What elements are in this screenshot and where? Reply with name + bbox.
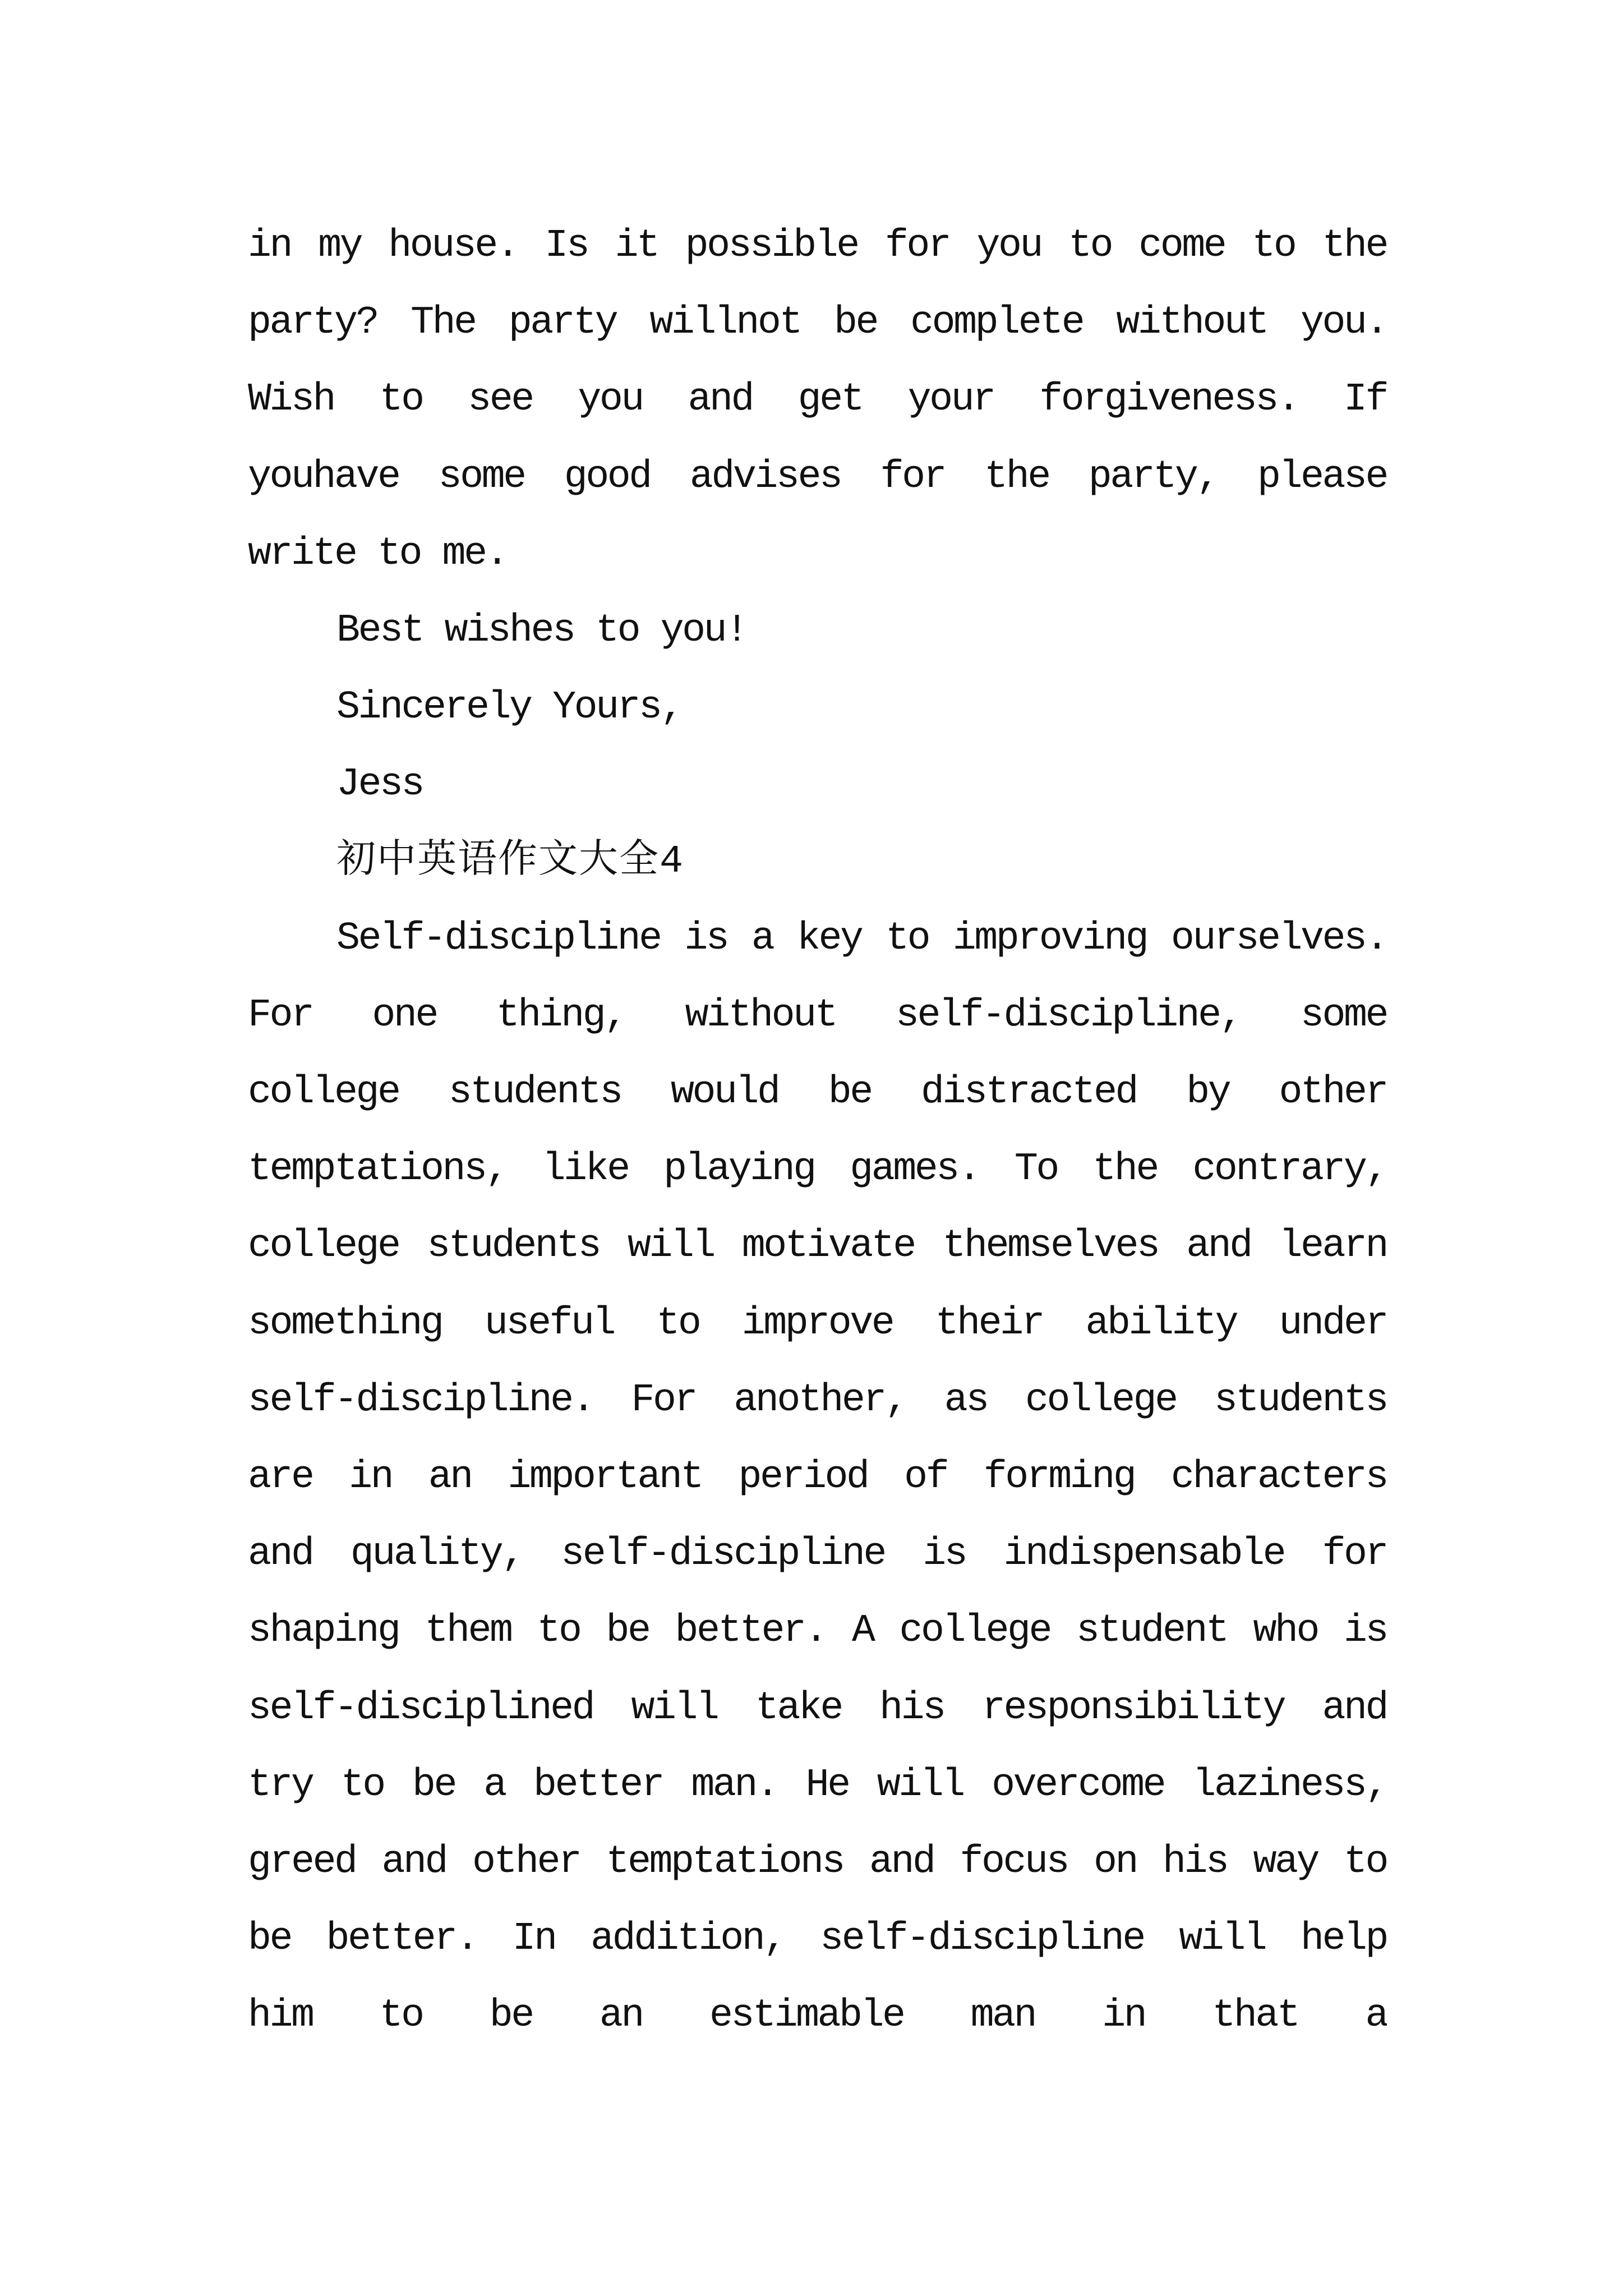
text-line: try to be a better man. He will overcome laziness, xyxy=(248,1763,1387,1807)
closing-signoff: Sincerely Yours, xyxy=(336,685,683,730)
text-line: be better. In addition, self-discipline will help xyxy=(248,1917,1387,1962)
text-line: party? The party willnot be complete without you. xyxy=(248,301,1387,346)
text-line: greed and other temptations and focus on his way to xyxy=(248,1839,1387,1884)
document-body xyxy=(248,208,1387,2055)
text-line: and quality, self-discipline is indispensable for xyxy=(248,1532,1387,1577)
text-line: Self-discipline is a key to improving ourselves. xyxy=(336,916,1387,961)
text-line: self-discipline. For another, as college students xyxy=(248,1378,1387,1423)
text-line: in my house. Is it possible for you to come to the xyxy=(248,224,1387,268)
text-line: something useful to improve their ability under xyxy=(248,1301,1387,1346)
text-line: For one thing, without self-discipline, some xyxy=(248,993,1387,1038)
text-line: temptations, like playing games. To the contrary, xyxy=(248,1147,1387,1192)
essay-paragraph xyxy=(248,900,1387,2055)
text-line: self-disciplined will take his responsibility and xyxy=(248,1686,1387,1731)
letter-paragraph xyxy=(248,208,1387,592)
text-line: shaping them to be better. A college student who is xyxy=(248,1609,1387,1654)
text-line: college students would be distracted by other xyxy=(248,1070,1387,1115)
text-line: youhave some good advises for the party, please xyxy=(248,454,1387,499)
section-heading: 初中英语作文大全4 xyxy=(336,839,685,884)
text-line: him to be an estimable man in that a xyxy=(248,1994,1387,2039)
letter-closing xyxy=(248,592,1387,823)
text-line: are in an important period of forming characters xyxy=(248,1455,1387,1499)
text-line: write to me. xyxy=(248,531,508,576)
text-line: college students will motivate themselves and learn xyxy=(248,1224,1387,1269)
text-line: Wish to see you and get your forgiveness. If xyxy=(248,378,1387,422)
closing-greeting: Best wishes to you! xyxy=(336,608,747,653)
closing-signature: Jess xyxy=(336,762,423,807)
